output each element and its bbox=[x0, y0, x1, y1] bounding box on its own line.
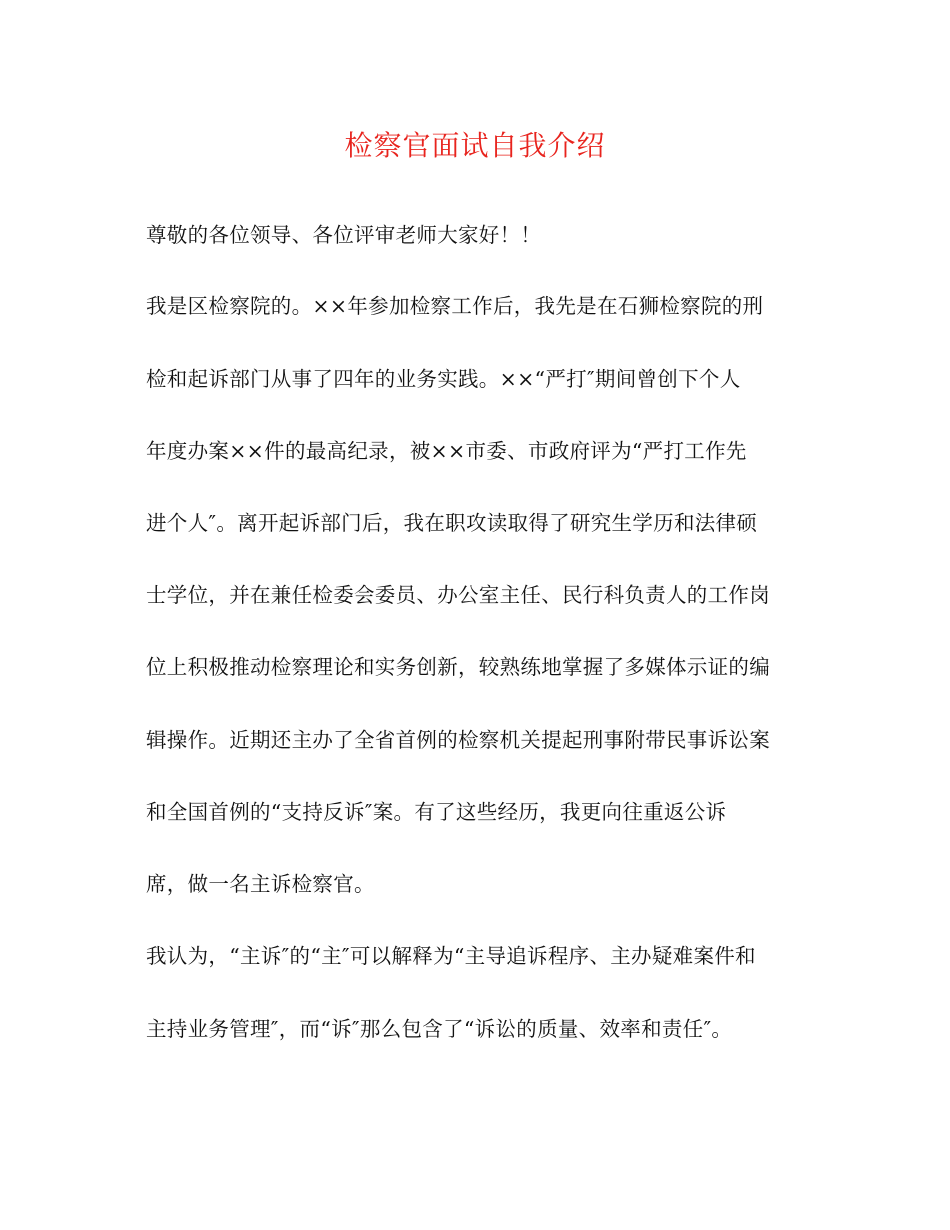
paragraph-line: 席，做一名主诉检察官。 bbox=[146, 872, 375, 896]
paragraph-line: 位上积极推动检察理论和实务创新，较熟练地掌握了多媒体示证的编 bbox=[146, 655, 770, 679]
document-title: 检察官面试自我介绍 bbox=[344, 129, 606, 162]
paragraph-line: 主持业务管理″，而“诉″那么包含了“诉讼的质量、效率和责任″。 bbox=[146, 1017, 733, 1041]
paragraph-line: 进个人″。离开起诉部门后，我在职攻读取得了研究生学历和法律硕 bbox=[146, 511, 758, 535]
greeting-line: 尊敬的各位领导、各位评审老师大家好！！ bbox=[146, 223, 542, 247]
paragraph-line: 我认为，“主诉″的“主″可以解释为“主导追诉程序、主办疑难案件和 bbox=[146, 944, 756, 968]
paragraph-line: 检和起诉部门从事了四年的业务实践。××“严打″期间曾创下个人 bbox=[146, 367, 741, 391]
paragraph-line: 和全国首例的“支持反诉″案。有了这些经历，我更向往重返公诉 bbox=[146, 800, 727, 824]
paragraph-line: 士学位，并在兼任检委会委员、办公室主任、民行科负责人的工作岗 bbox=[146, 583, 770, 607]
paragraph-line: 辑操作。近期还主办了全省首例的检察机关提起刑事附带民事诉讼案 bbox=[146, 728, 770, 752]
paragraph-line: 年度办案××件的最高纪录，被××市委、市政府评为“严打工作先 bbox=[146, 439, 747, 463]
paragraph-line: 我是区检察院的。××年参加检察工作后，我先是在石狮检察院的刑 bbox=[146, 294, 764, 318]
